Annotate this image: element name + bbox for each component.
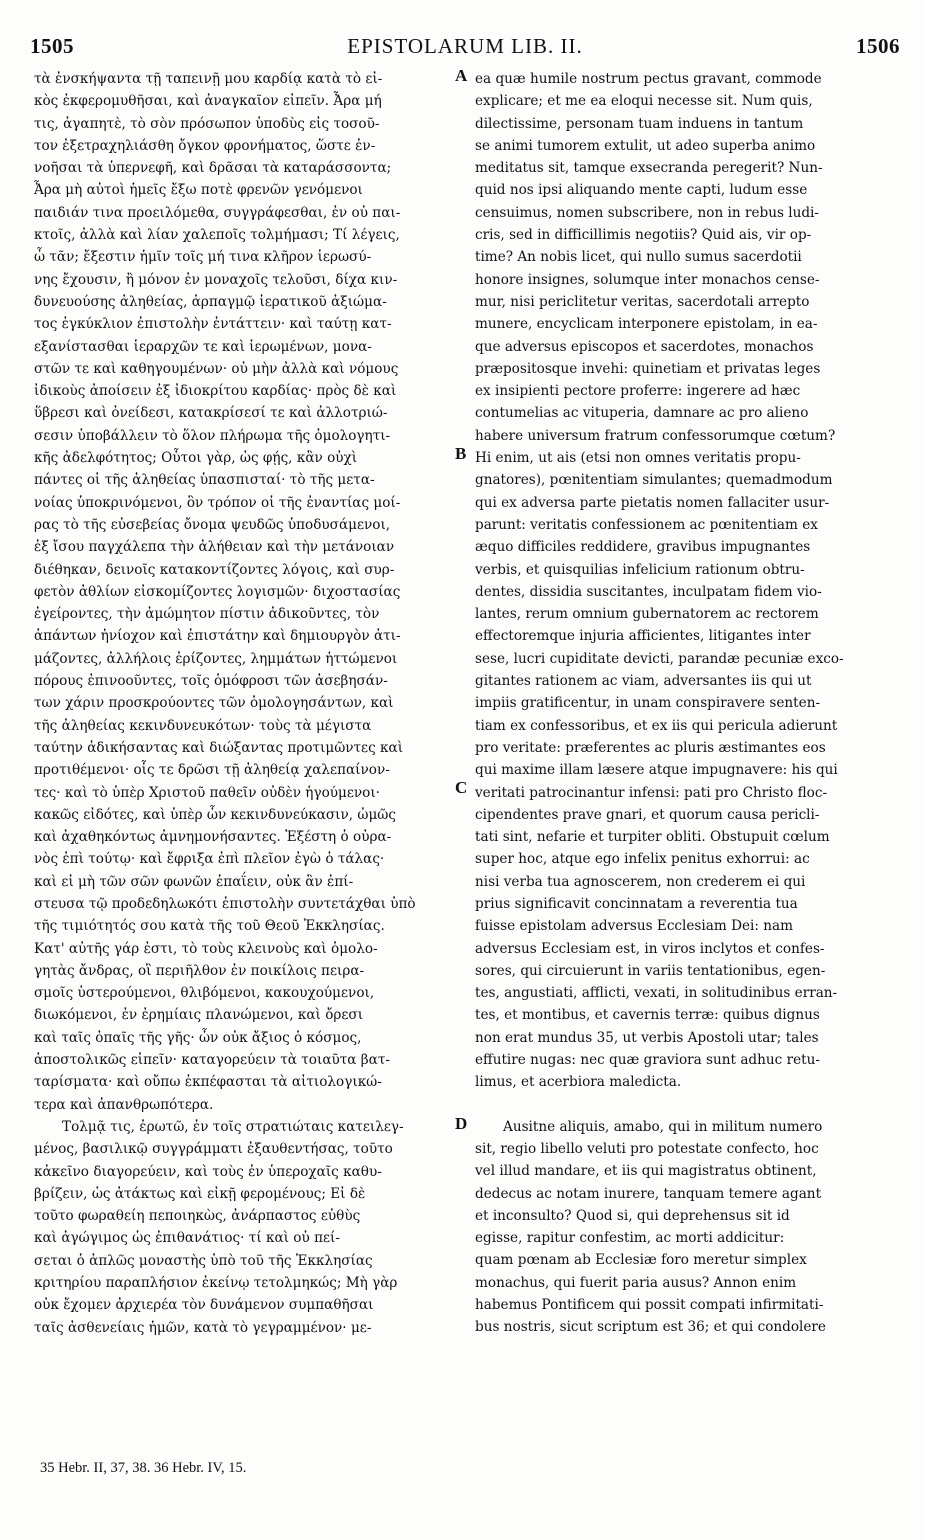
greek-text-line: κριτηρίου παραπλήσιον ἐκείνῳ τετολμηκώς; Μὴ γὰρ [34, 1275, 398, 1292]
greek-text-line: καὶ ἀγώγιμος ὡς ἐπιθανάτιος· τί καὶ οὐ πεί- [34, 1230, 340, 1247]
latin-text-line: nisi verba tua agnoscerem, non crederem ei qui [475, 873, 806, 890]
greek-text-line: ὕβρεσι καὶ ὀνείδεσι, κατακρίσεσί τε καὶ ἀλλοτριώ- [34, 405, 388, 422]
latin-text-line: tati sint, nefarie et turpiter obliti. Obstupuit cœlum [475, 829, 830, 846]
latin-column [475, 68, 891, 1339]
margin-marker-d: D [455, 1114, 468, 1133]
latin-text-line: fuisse epistolam adversus Ecclesiam Dei: nam [475, 918, 794, 935]
greek-text-line: κτοῖς, ἀλλὰ καὶ λίαν χαλεποῖς τολμήμασι; Τί λέγεις, [34, 227, 400, 244]
greek-text-line: τες· καὶ τὸ ὑπὲρ Χριστοῦ παθεῖν οὐδὲν ἡγούμενοι· [34, 784, 381, 801]
greek-text-line: ἐγείροντες, τὴν ἀμώμητον πίστιν ἀδικοῦντες, τὸν [34, 606, 380, 623]
greek-text-line: νοῆσαι τὰ ὑπερνεφῆ, καὶ δρᾶσαι τὰ καταράσσοντα; [34, 160, 392, 177]
latin-text-line: se animi tumorem extulit, ut adeo superba animo [475, 137, 816, 154]
latin-text-line: impiis gratificentur, in unam conspiravere senten- [475, 695, 821, 712]
margin-marker-b: B [455, 444, 467, 463]
latin-text-line: habemus Pontificem qui possit compati infirmitati- [475, 1297, 824, 1314]
greek-text-line: κακῶς εἰδότες, καὶ ὑπὲρ ὧν κεκινδυνεύκασιν, ὠμῶς [34, 806, 397, 823]
latin-text-line: qui maxime illam læsere atque impugnavere: his qui [475, 762, 838, 779]
latin-text-line: quam pœnam ab Ecclesiæ foro meretur simplex [475, 1252, 807, 1269]
latin-text-line: sores, qui circuierunt in variis tentationibus, egen- [475, 962, 826, 979]
running-title: EPISTOLARUM LIB. II. [347, 34, 583, 58]
greek-text-line: πόρους ἐπινοοῦντες, τοῖς ὁμόφροσι τῶν ἀσεβησάν- [34, 673, 388, 690]
greek-text-line: γητὰς ἄνδρας, οἳ περιῆλθον ἐν ποικίλοις πειρα- [34, 962, 365, 979]
latin-text-line: Hi enim, ut ais (etsi non omnes veritatis propu- [475, 450, 801, 467]
greek-text-line: ταρίσματα· καὶ οὔπω ἐκπέφασται τὰ αἰτιολογικώ- [34, 1074, 382, 1091]
greek-text-line: παιδιάν τινα προειλόμεθα, συγγράφεσθαι, ἐν οὐ παι- [34, 204, 401, 221]
greek-text-line: βρίζειν, ὡς ἀτάκτως καὶ εἰκῇ φερομένους; Εἰ δὲ [34, 1185, 366, 1202]
greek-column [34, 68, 456, 1339]
latin-text-line: tes, et montibus, et cavernis terræ: quibus dignus [475, 1007, 820, 1024]
greek-text-line: εξανίστασθαι ἱεραρχῶν τε καὶ ἱερωμένων, μονα- [34, 338, 372, 355]
greek-text-line: Τολμᾷ τις, ἐρωτῶ, ἐν τοῖς στρατιώταις κατειλεγ- [62, 1118, 404, 1135]
greek-text-line: τοῦτο φωραθείη πεποιηκὼς, ἀνάρπαστος εὐθὺς [34, 1208, 361, 1225]
greek-text-line: σεται ὁ ἁπλῶς μοναστὴς ὑπὸ τοῦ τῆς Ἐκκλησίας [34, 1252, 373, 1269]
greek-text-line: τὰ ἐνσκήψαντα τῇ ταπεινῇ μου καρδίᾳ κατὰ τὸ εἰ- [34, 71, 383, 87]
greek-text-line: μένος, βασιλικῷ συγγράμματι ἐξαυθεντήσας, τοῦτο [34, 1141, 393, 1158]
latin-text-line: sese, lucri cupiditate devicti, parandæ pecuniæ exco- [475, 650, 844, 667]
latin-text-line: contumelias ac vituperia, damnare ac pro alieno [475, 405, 809, 422]
greek-text-line: οὐκ ἔχομεν ἀρχιερέα τὸν δυνάμενον συμπαθῆσαι [34, 1297, 374, 1314]
latin-text-line: dentes, dissidia suscitantes, inculpatam fidem vio- [475, 583, 822, 600]
latin-text-line: bus nostris, sicut scriptum est 36; et qui condolere [475, 1319, 826, 1336]
greek-text-line: διέθηκαν, δεινοῖς κατακοντίζοντες λόγοις, καὶ συρ- [34, 561, 395, 578]
latin-text-line: tes, angustiati, afflicti, vexati, in solitudinibus erran- [475, 985, 838, 1002]
latin-text-line: non erat mundus 35, ut verbis Apostoli utar; tales [475, 1029, 819, 1046]
latin-text-line: habere universum fratrum confessorumque cœtum? [475, 427, 836, 444]
greek-text-line: ἁπάντων ἡνίοχον καὶ ἐπιστάτην καὶ δημιουργὸν ἀτι- [34, 628, 401, 645]
greek-text-line: κῆς ἀδελφότητος; Οὗτοι γὰρ, ὡς φῄς, κἂν οὐχὶ [34, 450, 358, 467]
greek-text-line: καὶ ταῖς ὀπαῖς τῆς γῆς· ὧν οὐκ ἄξιος ὁ κόσμος, [34, 1029, 362, 1046]
greek-text-line: τῆς ἀληθείας κεκινδυνευκότων· τοὺς τὰ μέγιστα [34, 717, 372, 734]
latin-text-line: cris, sed in difficillimis negotiis? Quid ais, vir op- [475, 227, 812, 244]
greek-text-line: ρας τὸ τῆς εὐσεβείας ὄνομα ψευδῶς ὑποδυσάμενοι, [34, 516, 391, 533]
latin-text-line: præpositosque invehi: quinetiam et privatas leges [475, 360, 821, 377]
greek-text-line: ἀποστολικῶς εἰπεῖν· καταγορεύειν τὰ τοιαῦτα βατ- [34, 1052, 390, 1069]
latin-text-line: gitantes rationem ac viam, adversantes iis qui ut [475, 673, 812, 690]
latin-text-line: quid nos ipsi aliquando mente capti, ludum esse [475, 182, 808, 199]
latin-text-line: honore insignes, solumque inter monachos cense- [475, 271, 820, 288]
greek-text-line: Ἆρα μὴ αὐτοὶ ἡμεῖς ἔξω ποτὲ φρενῶν γενόμενοι [34, 182, 363, 199]
page-header [30, 34, 900, 64]
greek-text-line: σμοῖς ὑστερούμενοι, θλιβόμενοι, κακουχούμενοι, [34, 985, 375, 1002]
greek-text-line: τῆς τιμιότητός σου κατὰ τῆς τοῦ Θεοῦ Ἐκκλησίας. [34, 918, 385, 935]
greek-text-line: κἀκεῖνο διαγορεύειν, καὶ τοὺς ἐν ὑπεροχαῖς καθυ- [34, 1163, 382, 1180]
greek-text-line: καὶ ἀχαθηκόντως ἀμνημονήσαντες. Ἐξέστη ὁ οὐρα- [34, 829, 392, 846]
margin-marker-a: A [455, 66, 468, 85]
latin-text-line: prius significavit concinnatam a reverentia tua [475, 895, 798, 912]
latin-text-line: que adversus episcopos et sacerdotes, monachos [475, 338, 814, 355]
latin-text-line: sit, regio libello veluti pro potestate confecto, hoc [475, 1140, 819, 1157]
latin-text-line: ea quæ humile nostrum pectus gravant, commode [475, 71, 822, 87]
greek-text-line: μάζοντες, ἀλλήλοις ἐρίζοντες, λημμάτων ἡττώμενοι [34, 650, 398, 667]
footnotes: 35 Hebr. II, 37, 38. 36 Hebr. IV, 15. [40, 1460, 247, 1476]
greek-text-line: τος ἐγκύκλιον ἐπιστολὴν ἐντάττειν· καὶ ταύτῃ κατ- [34, 316, 392, 333]
latin-text-line: ex insipienti pectore proferre: ingerere ad hæc [475, 383, 801, 400]
latin-text-line: Ausitne aliquis, amabo, qui in militum numero [503, 1118, 823, 1135]
greek-text-line: ταύτην ἀδικήσαντας καὶ διώξαντας προτιμῶντες καὶ [34, 739, 404, 756]
latin-text-line: dilectissime, personam tuam induens in tantum [475, 115, 804, 132]
latin-text-line: et inconsulto? Quod si, qui deprehensus sit id [475, 1207, 790, 1224]
greek-text-line: φετὸν ἀθλίων εἰσκομίζοντες λογισμῶν· διχοστασίας [34, 583, 401, 600]
greek-text-line: ταῖς ἀσθενείαις ἡμῶν, κατὰ τὸ γεγραμμένον· με- [34, 1319, 372, 1336]
greek-text-line: νης ἔχουσιν, ἢ μόνον ἐν μοναχοῖς τελοῦσι, δίχα κιν- [34, 271, 398, 288]
latin-text-line: super hoc, atque ego infelix penitus exhorrui: ac [475, 851, 810, 868]
latin-text-line: censuimus, nomen subscribere, non in rebus ludi- [475, 204, 819, 221]
latin-text-line: adversus Ecclesiam est, in viros inclytos et confes- [475, 940, 825, 957]
greek-text-line: προτιθέμενοι· οἷς τε δρῶσι τῇ ἀληθείᾳ χαλεπαίνον- [34, 762, 390, 779]
greek-text-line: τις, ἀγαπητὲ, τὸ σὸν πρόσωπον ὑποδὺς εἰς τοσοῦ- [34, 115, 380, 132]
latin-text-line: munere, encyclicam interponere epistolam, in ea- [475, 316, 818, 333]
latin-text-line: vel illud mandare, et iis qui magistratus obtinent, [475, 1163, 817, 1180]
latin-text-line: explicare; et me ea eloqui necesse sit. Num quis, [475, 93, 813, 110]
latin-text-line: effectoremque injuria afficientes, litigantes inter [475, 628, 811, 645]
latin-text-line: egisse, rapitur confestim, ac morti addicitur: [475, 1230, 785, 1247]
latin-text-line: veritati patrocinantur infensi: pati pro Christo floc- [475, 784, 828, 801]
latin-text-line: pro veritate: præferentes ac pluris æstimantes eos [475, 739, 826, 756]
greek-text-line: Κατ' αὐτῆς γάρ ἐστι, τὸ τοὺς κλεινοὺς καὶ ὁμολο- [34, 940, 378, 957]
greek-text-line: ὦ τᾶν; ἔξεστιν ἡμῖν τοῖς μή τινα κλῆρον ἱερωσύ- [34, 249, 372, 266]
greek-text-line: καὶ εἰ μὴ τῶν σῶν φωνῶν ἐπαΐειν, οὐκ ἂν ἐπί- [34, 873, 354, 890]
latin-text-line: æquo difficiles reddidere, gravibus impugnantes [475, 539, 811, 556]
greek-text-line: πάντες οἱ τῆς ἀληθείας ὑπασπισταί· τὸ τῆς μετα- [34, 472, 375, 489]
margin-marker-c: C [455, 778, 468, 797]
greek-text-line: δυνευούσης ἀληθείας, ἁρπαγμῷ ἱερατικοῦ ἀξιώμα- [34, 293, 387, 310]
greek-text-line: σεσιν ὑποβάλλειν τὸ ὅλον πλήρωμα τῆς ὁμολογητι- [34, 427, 391, 444]
greek-text-line: στευσα τῷ προδεδηλωκότι ἐπιστολὴν συντετάχθαι ὑπὸ [34, 895, 416, 912]
greek-text-line: των χάριν προσκρούοντες τῶν ὁμολογησάντων, καὶ [34, 695, 394, 712]
latin-text-line: mur, nisi periclitetur veritas, sacerdotali arrepto [475, 293, 810, 310]
latin-text-line: gnatores), pœnitentiam simulantes; quemadmodum [475, 472, 833, 489]
latin-text-line: effutire nugas: nec quæ graviora sunt adhuc retu- [475, 1052, 820, 1069]
latin-text-line: cipendentes prave gnari, et quorum causa pericli- [475, 806, 820, 823]
latin-text-line: lantes, rerum omnium gubernatorem ac rectorem [475, 606, 819, 623]
page-number-right: 1506 [856, 34, 900, 58]
latin-text-line: parunt: veritatis confessionem ac pœnitentiam ex [475, 516, 818, 533]
greek-text-line: νὸς ἐπὶ τούτῳ· καὶ ἔφριξα ἐπὶ πλεῖον ἐγὼ ὁ τάλας· [34, 851, 385, 868]
greek-text-line: ἐξ ἴσου παγχάλεπα τὴν ἀλήθειαν καὶ τὴν μετάνοιαν [34, 539, 395, 556]
greek-text-line: τον ἐξετραχηλιάσθη ὄγκον φρονήματος, ὥστε ἐν- [34, 137, 376, 154]
greek-text-line: διωκόμενοι, ἐν ἐρημίαις πλανώμενοι, καὶ ὄρεσι [34, 1007, 364, 1024]
greek-text-line: ἰδικοὺς ἀποίσειν ἐξ ἰδιοκρίτου καρδίας· πρὸς δὲ καὶ [34, 383, 397, 400]
latin-text-line: time? An nobis licet, qui nullo sumus sacerdotii [475, 249, 802, 266]
latin-text-line: monachus, qui fuerit paria ausus? Annon enim [475, 1274, 797, 1291]
latin-text-line: limus, et acerbiora maledicta. [475, 1074, 682, 1091]
greek-text-line: κὸς ἐκφερομυθῆσαι, καὶ ἀναγκαῖον εἰπεῖν. Ἆρα μή [34, 93, 382, 110]
greek-text-line: τερα καὶ ἀπανθρωπότερα. [34, 1096, 214, 1113]
greek-text-line: νοίας ὑποκρινόμενοι, ὃν τρόπον οἱ τῆς ἐναντίας μοί- [34, 494, 401, 511]
greek-text-line: στῶν τε καὶ καθηγουμένων· οὐ μὴν ἀλλὰ καὶ νόμους [34, 360, 399, 377]
latin-text-line: tiam ex confessoribus, et ex iis qui pericula adierunt [475, 717, 838, 734]
latin-text-line: qui ex adversa parte pietatis nomen fallaciter usur- [475, 494, 830, 511]
latin-text-line: meditatus sit, tamque exsecranda peregerit? Nun- [475, 160, 823, 177]
page-number-left: 1505 [30, 34, 74, 58]
latin-text-line: dedecus ac notam inurere, tanquam temere agant [475, 1185, 822, 1202]
latin-text-line: verbis, et quisquilias infelicium rationum obtru- [475, 561, 805, 578]
